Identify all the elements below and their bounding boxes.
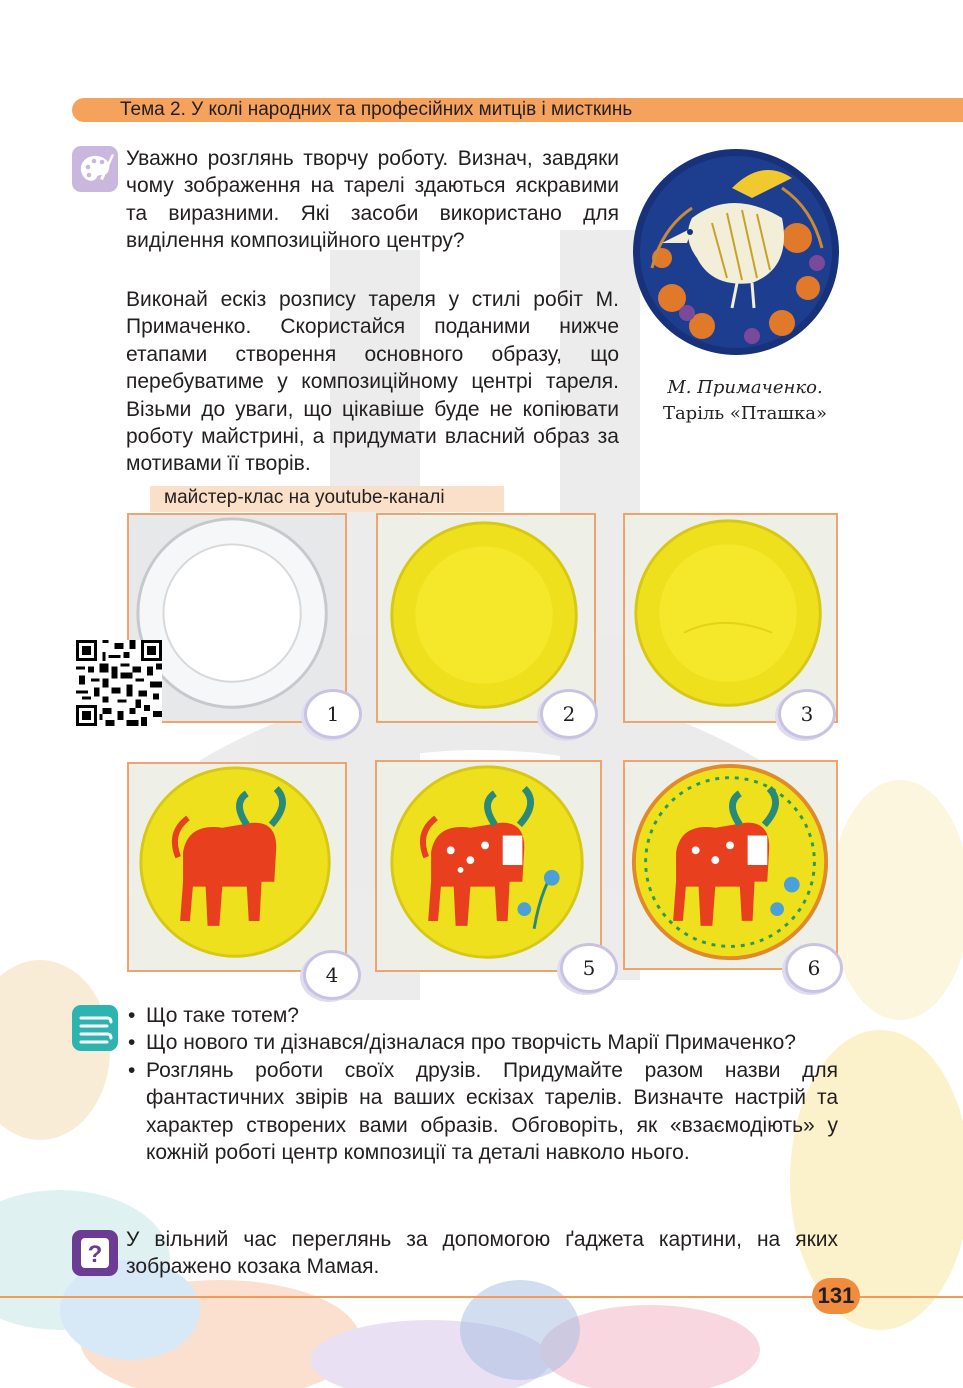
artwork-author: М. Примаченко. — [667, 377, 823, 398]
list-item: • Що нового ти дізнався/дізналася про творчість Марії Примаченко? — [126, 1029, 838, 1056]
masterclass-label-text: майстер-клас на youtube-каналі — [164, 487, 445, 508]
list-item: • Розглянь роботи своїх друзів. Придумайте разом назви для фантастичних звірів на ваших ескізах тарелів. Визначте настрій та характер створених вами образів. Обговоріть, як «взаємодіють» у кожній роботі центр композиції та деталі навколо нього. — [126, 1057, 838, 1167]
plate-ptashka-image — [632, 148, 840, 356]
step-number-5: 5 — [560, 943, 618, 993]
question-mark-icon — [72, 1230, 118, 1276]
topic-header-bar — [72, 98, 963, 122]
books-stack-icon — [72, 1005, 118, 1051]
topic-title: Тема 2. У колі народних та професійних митців і мисткинь — [120, 99, 633, 120]
artwork-title: Таріль «Пташка» — [662, 403, 828, 424]
svg-text:?: ? — [87, 1241, 103, 1268]
discussion-questions-list — [126, 1002, 838, 1166]
step-number-3: 3 — [778, 689, 836, 739]
masterclass-link-label[interactable] — [150, 486, 504, 512]
qr-code-icon[interactable] — [76, 640, 162, 726]
step-6-photo — [623, 760, 838, 970]
step-number-1: 1 — [304, 689, 362, 739]
homework-paragraph: У вільний час переглянь за допомогою ґаджета картини, на яких зображено козака Мамая. — [126, 1228, 838, 1279]
step-number-6: 6 — [785, 943, 843, 993]
artwork-caption — [630, 375, 860, 427]
intro-paragraph-1: Уважно розглянь творчу роботу. Визнач, завдяки чому зображення на тарелі здаються яскравими та виразними. Які засоби використано для виділення композиційного центру? — [126, 147, 619, 253]
palette-brush-icon — [72, 146, 118, 192]
step-number-2: 2 — [540, 689, 598, 739]
step-number-4: 4 — [303, 950, 361, 1000]
intro-paragraph-2: Виконай ескіз розпису тареля у стилі робіт М. Примаченко. Скористайся поданими нижче етапами створення основного образу, що перебуватиме у композиційному центрі тареля. Візьми до уваги, що цікавіше буде не копіювати роботу майстрині, а придумати власний образ за мотивами її творів. — [126, 288, 619, 476]
list-item: • Що таке тотем? — [126, 1002, 838, 1029]
step-5-photo — [375, 760, 602, 972]
step-4-photo — [127, 762, 347, 972]
page-number: 131 — [812, 1278, 860, 1314]
